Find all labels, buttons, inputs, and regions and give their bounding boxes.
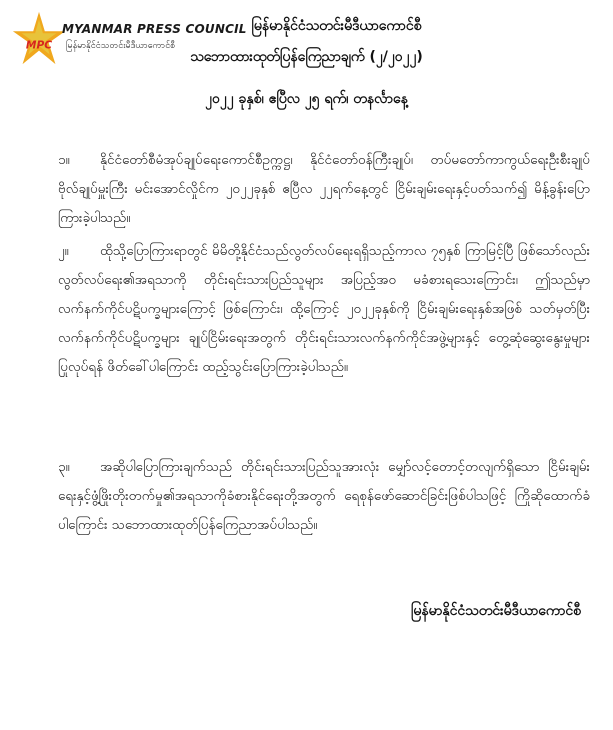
paragraph-text: အဆိုပါပြောကြားချက်သည် တိုင်းရင်းသားပြည်သူအားလုံး မျှော်လင့်တောင့်တလျက်ရှိသော ငြိမ်းချမ်းရေးနှင့်ဖွံ့ဖြိုးတိုးတက်မှု၏အရသာကိုခံစားနိုင်ရေးတို့အတွက် ရေစုန်ဖော်ဆောင်ခြင်းဖြစ်ပါသဖြင့် ကြိုဆိုထောက်ခံပါကြောင်း သဘောထားထုတ်ပြန်ကြေညာအပ်ပါသည်။ xyxy=(58,459,590,533)
organization-heading: မြန်မာနိုင်ငံသတင်းမီဒီယာကောင်စီ xyxy=(251,18,422,34)
paragraph-1 xyxy=(58,146,590,233)
paragraph-number: ၃။ xyxy=(58,459,70,475)
brand-subtitle: မြန်မာနိုင်ငံသတင်းမီဒီယာကောင်စီ xyxy=(66,41,176,51)
paragraph-number: ၂။ xyxy=(58,243,69,259)
statement-date: ၂၀၂၂ ခုနှစ်၊ ဧပြီလ ၂၅ ရက်၊ တနင်္လာနေ့ xyxy=(205,91,408,107)
logo-text: MPC xyxy=(25,38,53,52)
paragraph-number: ၁။ xyxy=(58,152,70,168)
paragraph-3 xyxy=(58,453,590,540)
statement-title: သဘောထားထုတ်ပြန်ကြေညာချက် (၂/၂၀၂၂) xyxy=(190,49,423,65)
paragraph-text: နိုင်ငံတော်စီမံအုပ်ချုပ်ရေးကောင်စီဥက္ကဋ္ဌ၊ နိုင်ငံတော်ဝန်ကြီးချုပ်၊ တပ်မတော်ကာကွယ်ရေးဦးစီးချုပ် ဗိုလ်ချုပ်မှူးကြီး မင်းအောင်လှိုင်က ၂၀၂၂ခုနှစ် ဧပြီလ ၂၂ရက်နေ့တွင် ငြိမ်းချမ်းရေးနှင့်ပတ်သက်၍ မိန့်ခွန်းပြောကြားခဲ့ပါသည်။ xyxy=(58,152,590,226)
paragraph-2 xyxy=(58,237,590,382)
brand-name: MYANMAR PRESS COUNCIL xyxy=(62,22,247,36)
paragraph-text: ထိုသို့ပြောကြားရာတွင် မိမိတို့နိုင်ငံသည်လွတ်လပ်ရေးရရှိသည့်ကာလ ၇၅နှစ် ကြာမြင့်ပြီ ဖြစ်သော်လည်း လွတ်လပ်ရေး၏အရသာကို တိုင်းရင်းသားပြည်သူများ အပြည့်အဝ မခံစားရသေးကြောင်း၊ ဤသည်မှာ လက်နက်ကိုင်ပဋိပက္ခများကြောင့် ဖြစ်ကြောင်း၊ ထို့ကြောင့် ၂၀၂၂ခုနှစ်ကို ငြိမ်းချမ်းရေးနှစ်အဖြစ် သတ်မှတ်ပြီး လက်နက်ကိုင်ပဋိပက္ခများ ချုပ်ငြိမ်းရေးအတွက် တိုင်းရင်းသားလက်နက်ကိုင်အဖွဲ့များနှင့် တွေ့ဆုံဆွေးနွေးမှုများ ပြုလုပ်ရန် ဖိတ်ခေါ်ပါကြောင်း ထည့်သွင်းပြောကြားခဲ့ပါသည်။ xyxy=(58,243,590,375)
signature: မြန်မာနိုင်ငံသတင်းမီဒီယာကောင်စီ xyxy=(411,603,581,619)
